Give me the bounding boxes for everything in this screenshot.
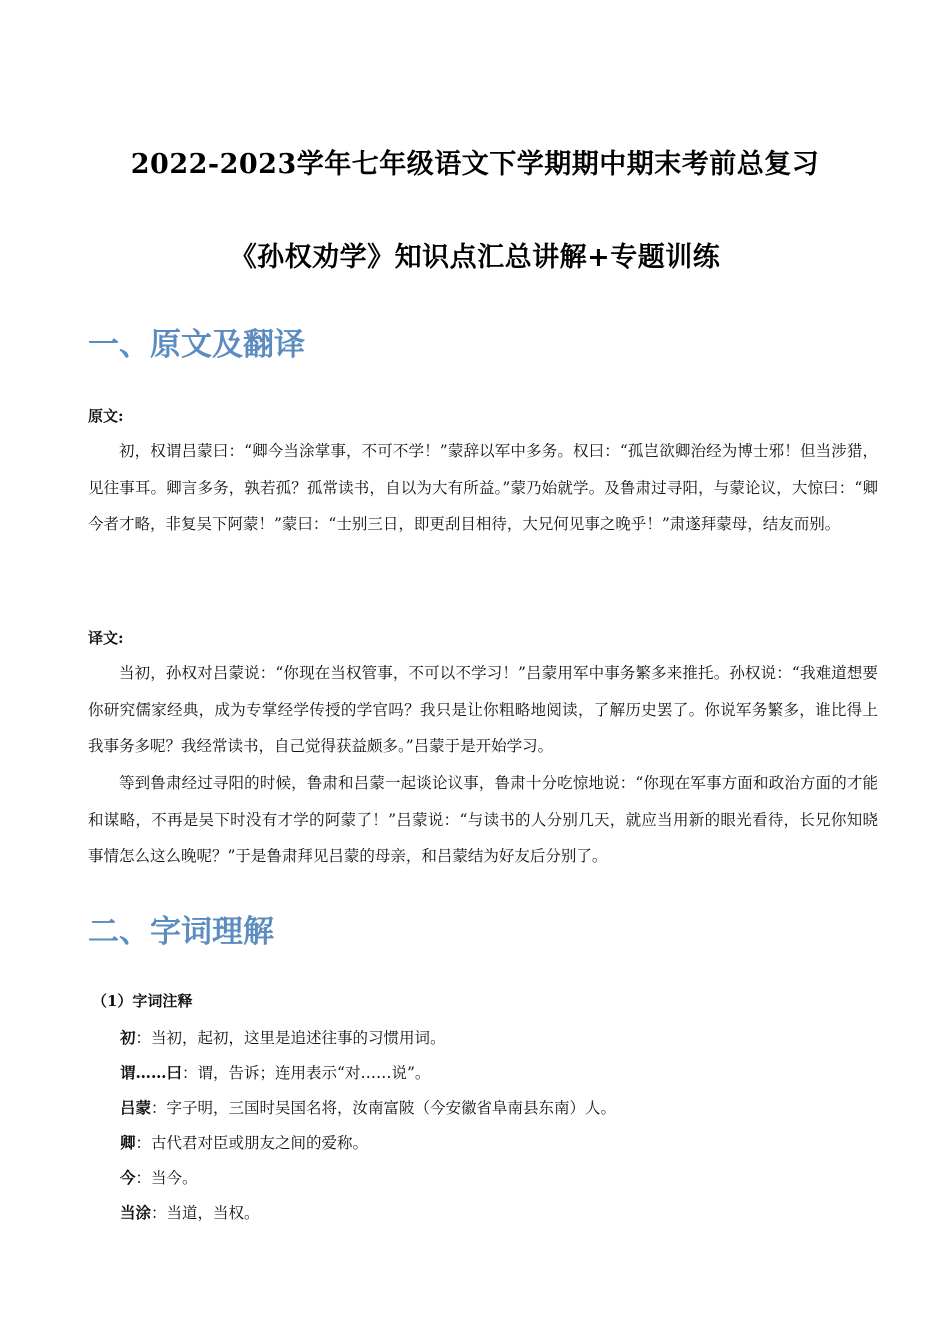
glossary-definition: ：当道，当权。 [151,1204,260,1222]
glossary-item [120,1160,880,1195]
original-text-label: 原文: [88,407,124,425]
glossary-definition: ：谓，告诉；连用表示“对……说”。 [182,1064,431,1082]
translation-label: 译文: [88,629,124,647]
glossary-item [120,1195,880,1230]
vocabulary-subheading: （1）字词注释 [92,992,193,1010]
glossary-term: 谓……曰 [120,1063,183,1082]
glossary-term: 今 [120,1168,136,1187]
glossary-item [120,1020,880,1055]
section-heading-vocabulary: 二、字词理解 [88,914,274,950]
document-title-line-2: 《孙权劝学》知识点汇总讲解+专题训练 [229,242,721,273]
section-heading-original-translation: 一、原文及翻译 [88,327,305,363]
glossary-term: 初 [120,1028,136,1047]
glossary-term: 吕蒙 [120,1098,152,1117]
document-title-line-1: 2022-2023学年七年级语文下学期期中期末考前总复习 [130,149,820,180]
translation-paragraph-1: 当初，孙权对吕蒙说：“你现在当权管事，不可以不学习！”吕蒙用军中事务繁多来推托。孙权说：“我难道想要你研究儒家经典，成为专掌经学传授的学官吗？我只是让你粗略地阅读，了解历史罢了。你说军务繁多，谁比得上我事务多呢？我经常读书，自己觉得获益颇多。”吕蒙于是开始学习。 [88,664,878,755]
glossary-term: 当涂 [120,1203,152,1222]
original-text-paragraph: 初，权谓吕蒙曰：“卿今当涂掌事，不可不学！”蒙辞以军中多务。权曰：“孤岂欲卿治经为博士邪！但当涉猎，见往事耳。卿言多务，孰若孤？孤常读书，自以为大有所益。”蒙乃始就学。及鲁肃过寻阳，与蒙论议，大惊曰：“卿今者才略，非复吴下阿蒙！”蒙曰：“士别三日，即更刮目相待，大兄何见事之晚乎！”肃遂拜蒙母，结友而别。 [88,442,878,533]
glossary-definition: ：字子明，三国时吴国名将，汝南富陂（今安徽省阜南县东南）人。 [151,1099,617,1117]
glossary-definition: ：当今。 [135,1169,198,1187]
glossary-term: 卿 [120,1133,136,1152]
translation-paragraph-2: 等到鲁肃经过寻阳的时候，鲁肃和吕蒙一起谈论议事，鲁肃十分吃惊地说：“你现在军事方面和政治方面的才能和谋略，不再是吴下时没有才学的阿蒙了！”吕蒙说：“与读书的人分别几天，就应当用新的眼光看待，长兄你知晓事情怎么这么晚呢？”于是鲁肃拜见吕蒙的母亲，和吕蒙结为好友后分别了。 [88,774,878,865]
glossary-definition: ：古代君对臣或朋友之间的爱称。 [135,1134,369,1152]
glossary-item [120,1090,880,1125]
glossary-item [120,1125,880,1160]
glossary-item [120,1055,880,1090]
glossary-definition: ：当初，起初，这里是追述往事的习惯用词。 [135,1029,446,1047]
glossary-list [120,1020,880,1230]
